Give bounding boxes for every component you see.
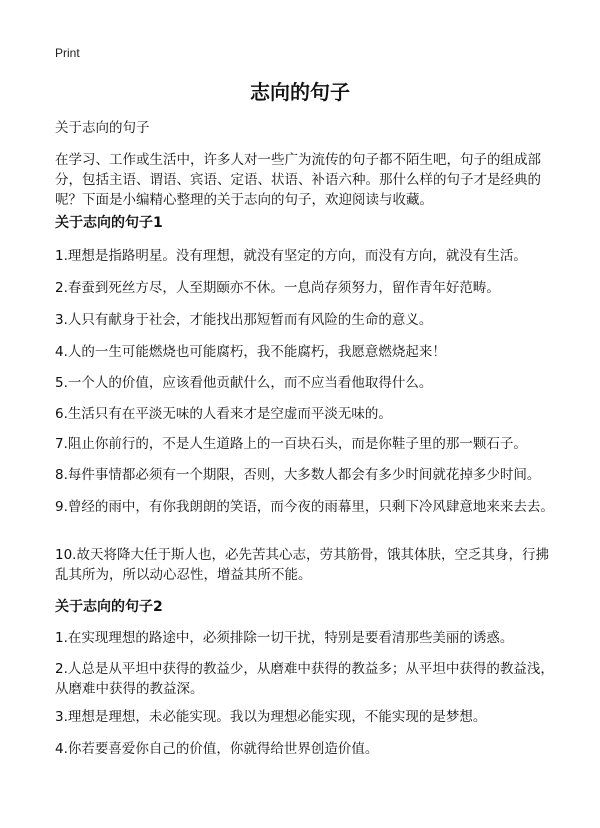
list-item: 9.曾经的雨中，有你我朗朗的笑语，而今夜的雨幕里，只剩下冷风肆意地来来去去。 (55, 499, 554, 515)
document-subtitle: 关于志向的句子 (55, 120, 150, 136)
list-item: 10.故天将降大任于斯人也，必先苦其心志，劳其筋骨，饿其体肤，空乏其身，行拂乱其所为，所以动心忍性，增益其所不能。 (55, 547, 549, 583)
list-item: 2.人总是从平坦中获得的教益少，从磨难中获得的教益多；从平坦中获得的教益浅，从磨难中获得的教益深。 (55, 661, 554, 697)
document-title: 志向的句子 (250, 80, 350, 104)
section-heading-2: 关于志向的句子2 (55, 599, 163, 615)
intro-paragraph: 在学习、工作或生活中，许多人对一些广为流传的句子都不陌生吧，句子的组成部分，包括主语、谓语、宾语、定语、状语、补语六种。那什么样的句子才是经典的呢？下面是小编精心整理的关于志向的句子，欢迎阅读与收藏。 (55, 152, 541, 208)
list-item: 6.生活只有在平淡无味的人看来才是空虚而平淡无味的。 (55, 406, 392, 422)
print-link[interactable]: Print (55, 46, 80, 60)
list-item: 1.理想是指路明星。没有理想，就没有坚定的方向，而没有方向，就没有生活。 (55, 248, 527, 264)
list-item: 8.每件事情都必须有一个期限，否则，大多数人都会有多少时间就花掉多少时间。 (55, 467, 541, 483)
section-heading-1: 关于志向的句子1 (55, 215, 163, 231)
list-item: 5.一个人的价值，应该看他贡献什么，而不应当看他取得什么。 (55, 375, 433, 391)
list-item: 4.你若要喜爱你自己的价值，你就得给世界创造价值。 (55, 741, 379, 757)
list-item: 2.春蚕到死丝方尽，人至期颐亦不休。一息尚存须努力，留作青年好范畴。 (55, 280, 500, 296)
list-item: 1.在实现理想的路途中，必须排除一切干扰，特别是要看清那些美丽的诱惑。 (55, 630, 514, 646)
list-item: 4.人的一生可能燃烧也可能腐朽，我不能腐朽，我愿意燃烧起来！ (55, 344, 446, 360)
list-item: 3.理想是理想，未必能实现。我以为理想必能实现，不能实现的是梦想。 (55, 709, 487, 725)
list-item: 3.人只有献身于社会，才能找出那短暂而有风险的生命的意义。 (55, 312, 433, 328)
list-item: 7.阻止你前行的，不是人生道路上的一百块石头，而是你鞋子里的那一颗石子。 (55, 436, 527, 452)
